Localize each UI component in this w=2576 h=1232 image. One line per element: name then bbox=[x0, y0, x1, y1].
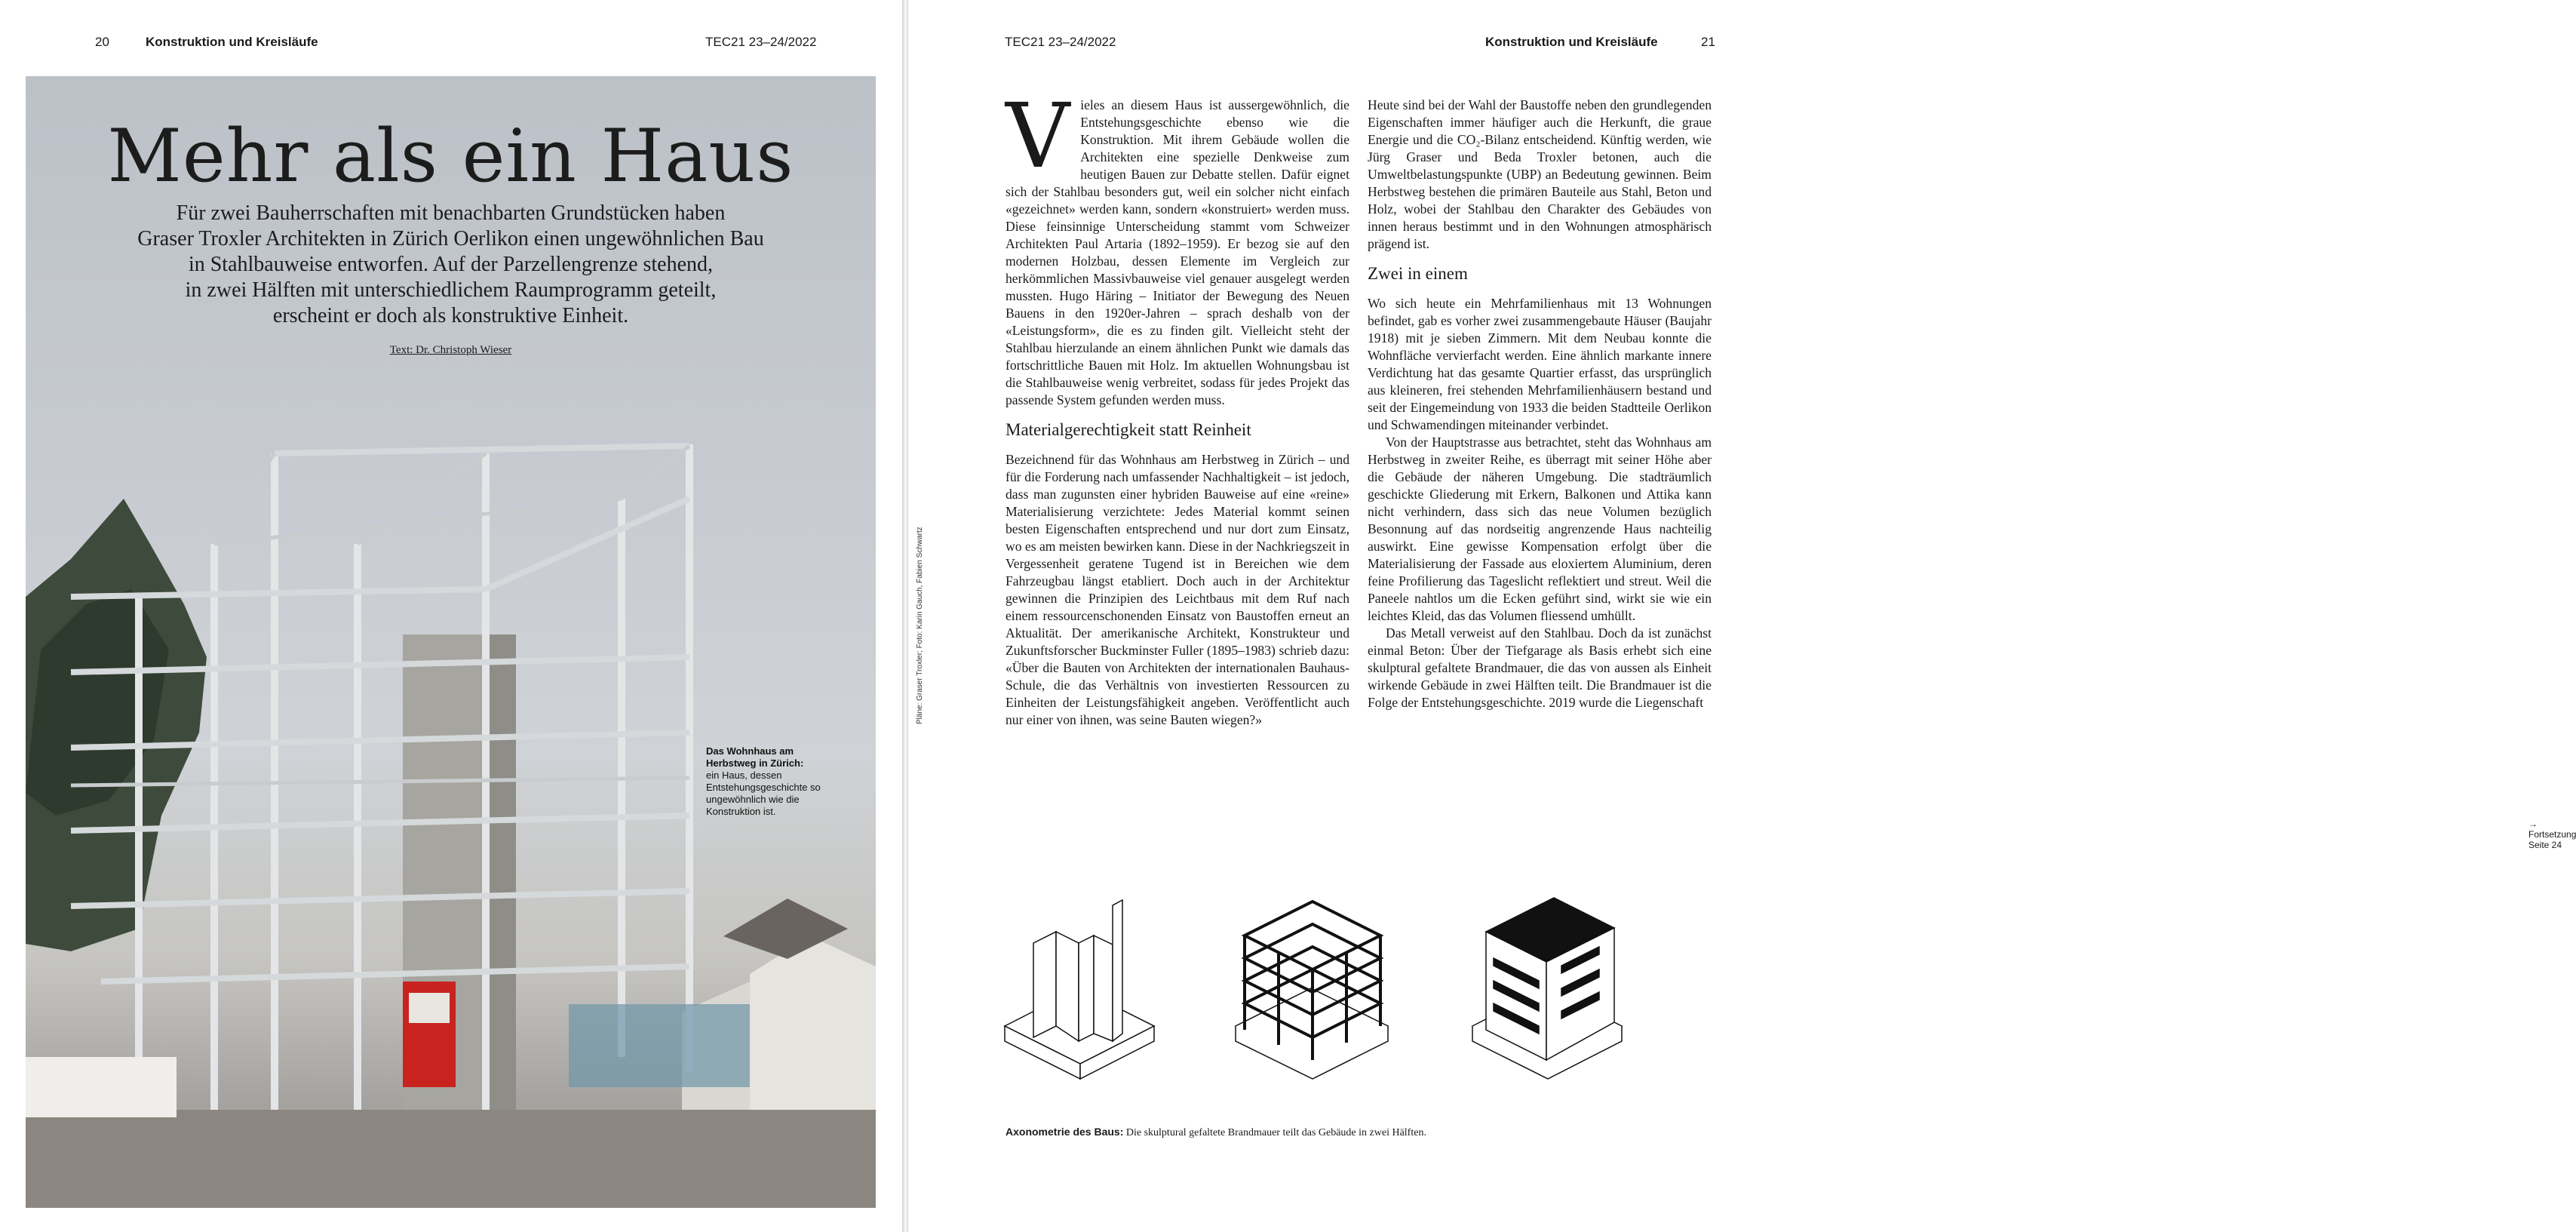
continuation-note: → Fortsetzung Seite 24 bbox=[2528, 819, 2576, 850]
axonometry-steel-frame bbox=[1236, 902, 1388, 1079]
article-title: Mehr als ein Haus bbox=[107, 114, 794, 198]
figure-caption bbox=[1006, 1126, 1426, 1139]
page-number-right: 21 bbox=[1701, 35, 1715, 49]
figure-caption-text: Die skulptural gefaltete Brandmauer teilt das Gebäude in zwei Hälften. bbox=[1123, 1127, 1426, 1138]
lead-line: in Stahlbauweise entworfen. Auf der Parzellengrenze stehend, bbox=[188, 253, 714, 276]
axonometric-drawings bbox=[996, 883, 1720, 1079]
page-number-left: 20 bbox=[95, 35, 109, 49]
paragraph: Bezeichnend für das Wohnhaus am Herbstweg in Zürich – und für die Forderung nach umfassender Nachhaltigkeit – ist jedoch, dass man zugunsten einer hybriden Bauweise auf eine «reine» Materialisierung verzichtete: Jedes Material kommt seinen besten Eigenschaften entsprechend und nur dort zum Einsatz, wo es am meisten bewirken kann. Diese in der Nachkriegszeit in Vergessenheit geratene Tugend ist in Bereichen wie dem Fahrzeugbau längst etabliert. Doch auch in der Architektur gewinnen die Prinzipien des Leichtbaus mit dem Ruf nach einem ressourcenschonenden Einsatz von Baustoffen erneut an Aktualität. Der amerikanische Architekt, Konstrukteur und Zukunftsforscher Buckminster Fuller (1895–1983) schrieb dazu: «Über die Bauten von Architekten der internationalen Bauhaus-Schule, die das Verhältnis von investierten Ressourcen zu Einheiten der Leistungsfähigkeit angeben. Veröffentlicht auch nur einer von ihnen, was seine Bauten wiegen?» bbox=[1006, 452, 1349, 727]
lead-line: in zwei Hälften mit unterschiedlichem Raumprogramm geteilt, bbox=[185, 278, 717, 302]
left-page bbox=[0, 0, 902, 1232]
drop-cap: V bbox=[1006, 84, 1070, 188]
paragraph: Heute sind bei der Wahl der Baustoffe neben den grundlegenden Eigenschaften immer häufiger auch die Herkunft, die graue Energie und die CO₂-Bilanz entscheidend. Künftig werden, wie Jürg Graser und Beda Troxler betonen, auch die Umweltbelastungspunkte (UBP) an Bedeutung gewinnen. Beim Herbstweg bestehen die primären Bauteile aus Stahl, Beton und Holz, wobei der Stahlbau den Charakter des Gebäudes von innen heraus bestimmt und in den Wohnungen atmosphärisch prägend ist. bbox=[1368, 97, 1712, 251]
page-gutter bbox=[902, 0, 908, 1232]
photo-caption-text: ein Haus, dessen Entstehungsgeschichte so ungewöhnlich wie die Konstruktion ist. bbox=[706, 770, 821, 817]
text-column-2 bbox=[1368, 97, 1712, 711]
figure-caption-title: Axonometrie des Baus: bbox=[1006, 1126, 1124, 1138]
axonometry-building bbox=[1472, 898, 1622, 1079]
subheading: Zwei in einem bbox=[1368, 264, 1468, 283]
paragraph: Das Metall verweist auf den Stahlbau. Doch da ist zunächst einmal Beton: Über der Tiefgarage als Basis erhebt sich eine skulptural gefaltete Brandmauer, die das von aussen als Einheit wirkende Gebäude in zwei Hälften teilt. Die Brandmauer ist die Folge der Entstehungsgeschichte. 2019 wurde die Liegenschaft bbox=[1368, 625, 1712, 710]
text-column-1 bbox=[1006, 84, 1349, 729]
author-byline: Text: Dr. Christoph Wieser bbox=[389, 344, 512, 356]
issue-label-right: TEC21 23–24/2022 bbox=[1005, 35, 1116, 49]
subheading: Materialgerechtigkeit statt Reinheit bbox=[1006, 420, 1251, 439]
lead-line: Für zwei Bauherrschaften mit benachbarten Grundstücken haben bbox=[176, 201, 726, 225]
section-title-right: Konstruktion und Kreisläufe bbox=[1485, 35, 1658, 49]
paragraph: Von der Hauptstrasse aus betrachtet, steht das Wohnhaus am Herbstweg in zweiter Reihe, es überragt mit seiner Höhe aber die Gebäude der näheren Umgebung. Die stadträumlich geschickte Gliederung mit Erkern, Balkonen und Attika kann nicht verhindern, dass sich das neue Volumen bezüglich Besonnung auf das nordseitig angrenzende Haus nachteilig auswirkt. Eine gewisse Kompensation erfolgt über die Materialisierung der Fassade aus eloxiertem Aluminium, deren feine Profilierung das Tageslicht reflektiert und streut. Weil die Paneele nahtlos um die Ecken geführt sind, wirkt sie wie ein leichtes Kleid, das das Volumen fliessend umhüllt. bbox=[1368, 435, 1712, 623]
paragraph: Wo sich heute ein Mehrfamilienhaus mit 13 Wohnungen befindet, gab es vorher zwei zusammengebaute Häuser (Baujahr 1918) mit je sieben Zimmern. Mit dem Neubau konnte die Wohnfläche vervierfacht werden. Eine ähnlich markante innere Verdichtung hat das gesamte Quartier erfasst, das ursprünglich aus kleineren, frei stehenden Mehrfamilienhäusern bestand und seit der Eingemeindung von 1933 die beiden Stadtteile Oerlikon und Schwamendingen miteinander verbindet. bbox=[1368, 296, 1712, 432]
section-title-left: Konstruktion und Kreisläufe bbox=[146, 35, 318, 49]
photo-caption-title: Das Wohnhaus am Herbstweg in Zürich: bbox=[706, 745, 804, 769]
axonometry-wall bbox=[1005, 900, 1154, 1079]
paragraph: ieles an diesem Haus ist aussergewöhnlich, die Entstehungsgeschichte ebenso wie die Konstruktion. Mit ihrem Gebäude wollen die Architekten eine spezielle Denkweise zum heutigen Bauen zur Debatte stellen. Dafür eignet sich der Stahlbau besonders gut, weil ein solcher nicht einfach «gezeichnet» werden kann, sondern «konstruiert» werden muss. Diese feinsinnige Unterscheidung stammt vom Schweizer Architekten Paul Artaria (1892–1959). Er bezog sie auf den modernen Holzbau, dessen Elemente im Vergleich zur herkömmlichen Massivbauweise viel genauer ausgelegt werden mussten. Hugo Häring – Initiator der Bewegung des Neuen Bauens in den 1920er-Jahren – sprach deshalb von der «Leistungsform», die es zu finden gilt. Vielleicht steht der Stahlbau hierzulande an einem ähnlichen Punkt wie damals das fortschrittliche Bauen mit Holz. Im aktuellen Wohnungsbau ist die Stahlbauweise wenig verbreitet, sodass für jedes Projekt das passende System gefunden werden muss. bbox=[1006, 97, 1349, 407]
photo-caption bbox=[706, 745, 827, 818]
lead-line: Graser Troxler Architekten in Zürich Oerlikon einen ungewöhnlichen Bau bbox=[137, 227, 764, 250]
photo-credit: Pläne: Graser Troxler; Foto: Karin Gauch, Fabien Schwartz bbox=[916, 527, 924, 724]
lead-line: erscheint er doch als konstruktive Einheit. bbox=[272, 304, 629, 327]
article-lead bbox=[78, 201, 823, 329]
issue-label-left: TEC21 23–24/2022 bbox=[705, 35, 817, 49]
building-photo bbox=[26, 76, 876, 1208]
